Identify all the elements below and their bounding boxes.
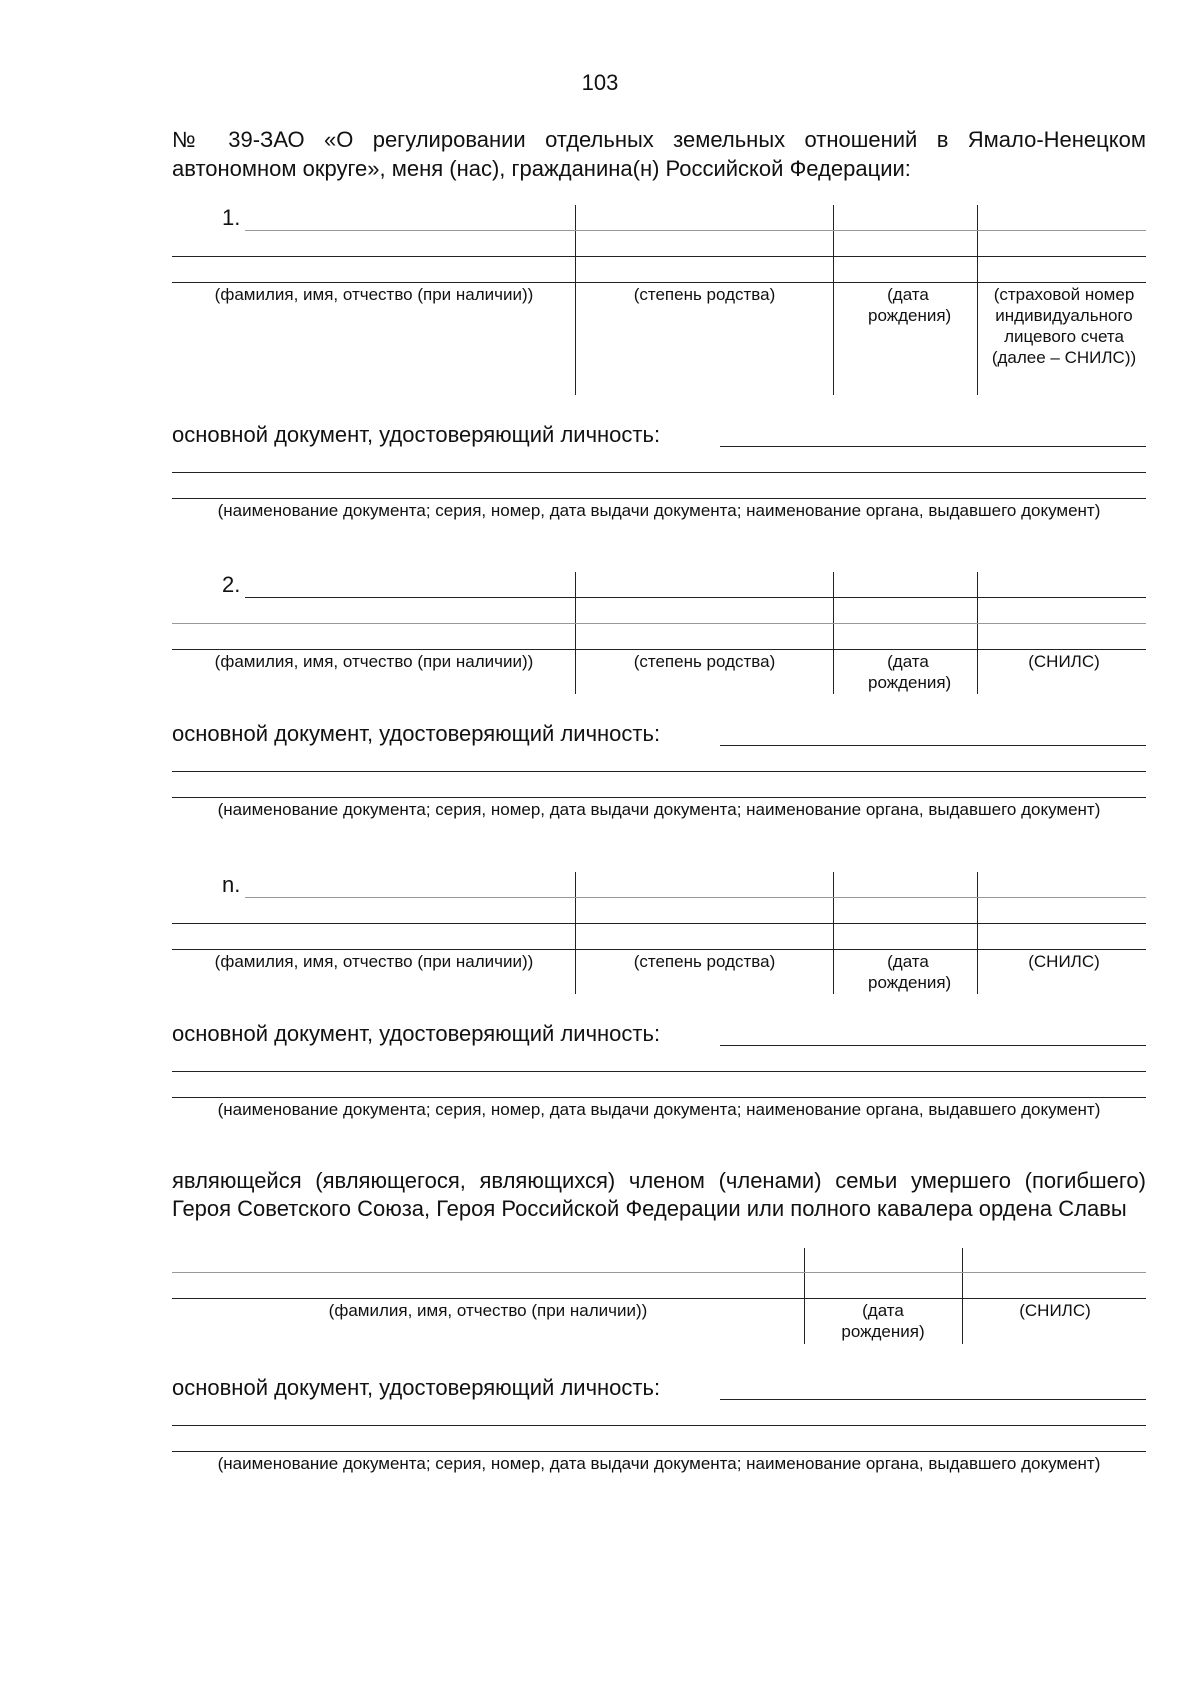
entry-line[interactable] [172, 282, 1146, 283]
column-divider [977, 872, 978, 994]
identity-doc-caption: (наименование документа; серия, номер, дата выдачи документа; наименование органа, выдавшего документ) [217, 1100, 1101, 1119]
caption-full-name: (фамилия, имя, отчество (при наличии)) [214, 952, 534, 971]
intro-paragraph: № 39-ЗАО «О регулировании отдельных земельных отношений в Ямало-Ненецком автономном округе», меня (нас), гражданина(н) Российской Федерации: [172, 127, 1146, 181]
column-divider [833, 572, 834, 694]
identity-doc-caption: (наименование документа; серия, номер, дата выдачи документа; наименование органа, выдавшего документ) [217, 800, 1101, 819]
identity-doc-line[interactable] [720, 745, 1146, 746]
caption-full-name: (фамилия, имя, отчество (при наличии)) [328, 1301, 648, 1320]
identity-doc-line[interactable] [720, 446, 1146, 447]
person-number: 1. [222, 205, 241, 230]
column-divider [962, 1248, 963, 1344]
caption-relation: (степень родства) [633, 285, 776, 304]
caption-birth-date: (дата рождения) [868, 952, 952, 992]
column-divider [977, 205, 978, 395]
identity-doc-label: основной документ, удостоверяющий личность: [172, 422, 661, 447]
identity-doc-label: основной документ, удостоверяющий личность: [172, 1021, 661, 1046]
entry-line-number[interactable] [245, 597, 1146, 598]
caption-birth-date: (дата рождения) [868, 285, 952, 325]
identity-doc-line[interactable] [172, 1071, 1146, 1072]
identity-doc-line[interactable] [172, 771, 1146, 772]
caption-snils: (СНИЛС) [1019, 1301, 1091, 1320]
identity-doc-line[interactable] [172, 472, 1146, 473]
caption-snils: (СНИЛС) [1028, 652, 1100, 671]
caption-relation: (степень родства) [633, 652, 776, 671]
identity-doc-line[interactable] [172, 797, 1146, 798]
identity-doc-line[interactable] [720, 1399, 1146, 1400]
identity-doc-line[interactable] [172, 1451, 1146, 1452]
identity-doc-caption: (наименование документа; серия, номер, дата выдачи документа; наименование органа, выдавшего документ) [217, 1454, 1101, 1473]
column-divider [575, 205, 576, 395]
caption-full-name: (фамилия, имя, отчество (при наличии)) [214, 652, 534, 671]
entry-line[interactable] [172, 623, 1146, 624]
entry-line[interactable] [172, 949, 1146, 950]
person-number: 2. [222, 572, 241, 597]
entry-line-number[interactable] [245, 230, 1146, 231]
entry-line-number[interactable] [245, 897, 1146, 898]
column-divider [575, 572, 576, 694]
person-number: n. [222, 872, 241, 897]
entry-line[interactable] [172, 1298, 1146, 1299]
column-divider [833, 205, 834, 395]
entry-line[interactable] [172, 649, 1146, 650]
identity-doc-line[interactable] [172, 498, 1146, 499]
column-divider [804, 1248, 805, 1344]
caption-relation: (степень родства) [633, 952, 776, 971]
identity-doc-label: основной документ, удостоверяющий личность: [172, 721, 661, 746]
identity-doc-line[interactable] [172, 1425, 1146, 1426]
page-number: 103 [581, 70, 619, 95]
column-divider [977, 572, 978, 694]
caption-full-name: (фамилия, имя, отчество (при наличии)) [214, 285, 534, 304]
identity-doc-label: основной документ, удостоверяющий личность: [172, 1375, 661, 1400]
caption-birth-date: (дата рождения) [841, 1301, 925, 1341]
identity-doc-line[interactable] [720, 1045, 1146, 1046]
entry-line[interactable] [172, 1272, 1146, 1273]
identity-doc-line[interactable] [172, 1097, 1146, 1098]
caption-birth-date: (дата рождения) [868, 652, 952, 692]
entry-line[interactable] [172, 256, 1146, 257]
caption-snils: (страховой номер индивидуального лицевого счета (далее – СНИЛС)) [991, 285, 1137, 367]
column-divider [833, 872, 834, 994]
column-divider [575, 872, 576, 994]
caption-snils: (СНИЛС) [1028, 952, 1100, 971]
entry-line[interactable] [172, 923, 1146, 924]
hero-family-paragraph: являющейся (являющегося, являющихся) членом (членами) семьи умершего (погибшего) Героя Советского Союза, Героя Российской Федерации или полного кавалера ордена Славы [172, 1168, 1146, 1221]
identity-doc-caption: (наименование документа; серия, номер, дата выдачи документа; наименование органа, выдавшего документ) [217, 501, 1101, 520]
